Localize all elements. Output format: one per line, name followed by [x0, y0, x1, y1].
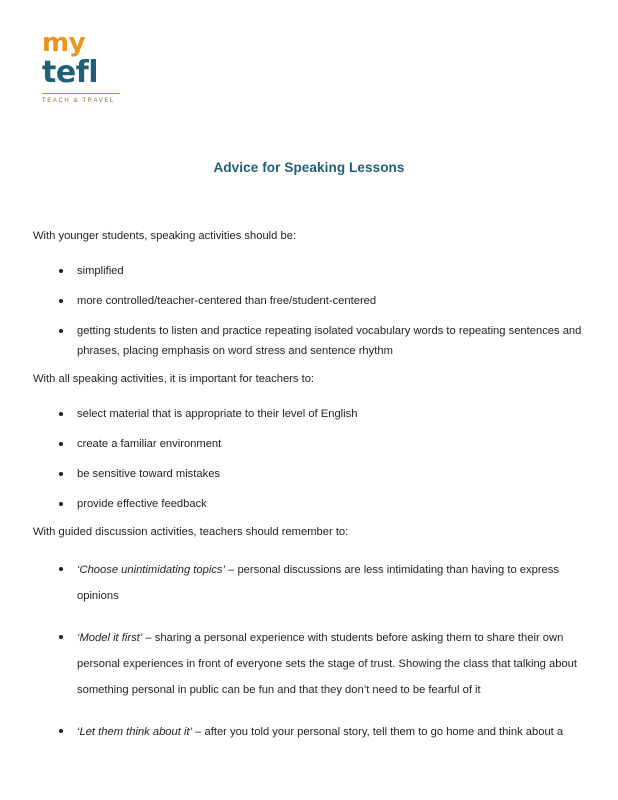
mytefl-logo — [42, 30, 152, 104]
list-item: create a familiar environment — [33, 434, 585, 454]
logo-text-tefl: tefl — [42, 55, 99, 90]
section-list-3 — [33, 557, 585, 745]
logo-text-my: my — [42, 28, 86, 58]
list-item: getting students to listen and practice repeating isolated vocabulary words to repeating sentences and phrases, placing emphasis on word stress and sentence rhythm — [33, 321, 585, 361]
page-title: Advice for Speaking Lessons — [213, 160, 405, 175]
section-list-1 — [33, 261, 585, 361]
section-lead-2: With all speaking activities, it is important for teachers to: — [33, 373, 315, 385]
logo-divider — [42, 93, 120, 94]
list-item: be sensitive toward mistakes — [33, 464, 585, 484]
list-item: ‘Model it first’ – sharing a personal experience with students before asking them to share their own personal experiences in front of everyone sets the stage of trust. Showing the class that talking about something personal in public can be fun and that they don’t need to be fearful of it — [33, 625, 585, 703]
list-item: ‘Let them think about it’ – after you told your personal story, tell them to go home and think about a — [33, 719, 585, 745]
list-item: more controlled/teacher-centered than free/student-centered — [33, 291, 585, 311]
document-content — [33, 228, 585, 761]
list-item: select material that is appropriate to their level of English — [33, 404, 585, 424]
list-item: ‘Choose unintimidating topics’ – personal discussions are less intimidating than having to express opinions — [33, 557, 585, 609]
section-lead-3: With guided discussion activities, teachers should remember to: — [33, 526, 349, 538]
section-list-2 — [33, 404, 585, 514]
section-lead-1: With younger students, speaking activities should be: — [33, 230, 297, 242]
list-item: provide effective feedback — [33, 494, 585, 514]
list-item: simplified — [33, 261, 585, 281]
logo-tagline: TEACH & TRAVEL — [42, 98, 115, 104]
